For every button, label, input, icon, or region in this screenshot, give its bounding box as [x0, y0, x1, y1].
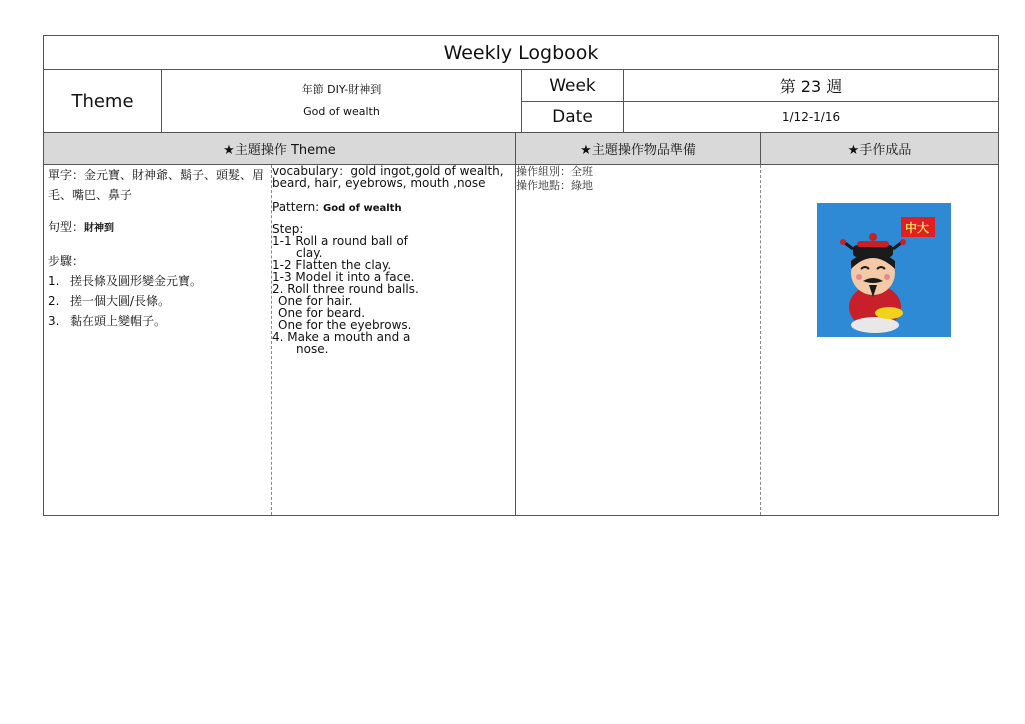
column-header-theme: ★主題操作 Theme: [44, 133, 516, 165]
materials-notes: [516, 165, 761, 515]
chinese-notes: [44, 165, 272, 515]
list-item: 3. 黏在頭上變帽子。: [48, 311, 267, 331]
chinese-pattern-value: 財神到: [84, 223, 115, 234]
materials-place: 操作地點：綠地: [516, 179, 593, 192]
english-vocab-line2: beard, hair, eyebrows, mouth ,nose: [272, 176, 486, 190]
theme-value-english: God of wealth: [303, 105, 380, 118]
english-step-label: Step:: [272, 222, 304, 236]
chinese-vocab: 單字：金元寶、財神爺、鬍子、頭髮、眉毛、嘴巴、鼻子: [48, 168, 265, 202]
english-step-1-1: 1-1 Roll a round ball of: [272, 234, 408, 248]
chinese-step-1: 搓長條及圓形變金元寶。: [70, 274, 203, 288]
english-step-2b: One for beard.: [278, 306, 366, 320]
product-photo: [817, 203, 951, 337]
week-value: 第 23 週: [624, 70, 998, 102]
page-title: Weekly Logbook: [44, 36, 998, 70]
chinese-pattern: [48, 217, 267, 239]
english-step-1-3: 1-3 Model it into a face.: [272, 270, 415, 284]
product-sign-text: 中大: [905, 221, 930, 235]
date-label: Date: [522, 102, 624, 133]
english-pattern-label: Pattern:: [272, 200, 320, 214]
english-step-2a: One for hair.: [278, 294, 353, 308]
logbook-table: [43, 35, 999, 516]
materials-group: 操作組別：全班: [516, 165, 593, 178]
english-pattern-value: God of wealth: [323, 203, 402, 214]
english-pattern: [272, 201, 515, 215]
english-notes: [272, 165, 516, 515]
english-step-2c: One for the eyebrows.: [278, 318, 412, 332]
column-header-product: ★手作成品: [761, 133, 998, 165]
chinese-step-2: 搓一個大圓/長條。: [70, 294, 171, 308]
column-header-materials: ★主題操作物品準備: [516, 133, 761, 165]
english-step-4: 4. Make a mouth and a: [272, 330, 411, 344]
english-vocab-line1: vocabulary：gold ingot,gold of wealth,: [272, 164, 504, 178]
chinese-steps-label: 步驟：: [48, 254, 85, 268]
english-step-4-cont: nose.: [296, 342, 329, 356]
english-step-1-2: 1-2 Flatten the clay.: [272, 258, 392, 272]
list-item: 2. 搓一個大圓/長條。: [48, 291, 267, 311]
english-step-1-1-cont: clay.: [296, 246, 323, 260]
theme-label: Theme: [44, 70, 162, 133]
list-item: 1. 搓長條及圓形變金元寶。: [48, 271, 267, 291]
date-value: 1/12-1/16: [624, 102, 998, 133]
english-step-2: 2. Roll three round balls.: [272, 282, 419, 296]
clay-figure-illustration: [817, 203, 951, 337]
theme-value-chinese: 年節 DIY-財神到: [301, 83, 382, 96]
theme-value: [162, 70, 522, 133]
chinese-step-3: 黏在頭上變帽子。: [70, 314, 167, 328]
product-cell: [761, 165, 998, 515]
week-label: Week: [522, 70, 624, 102]
chinese-pattern-label: 句型：: [48, 220, 85, 234]
